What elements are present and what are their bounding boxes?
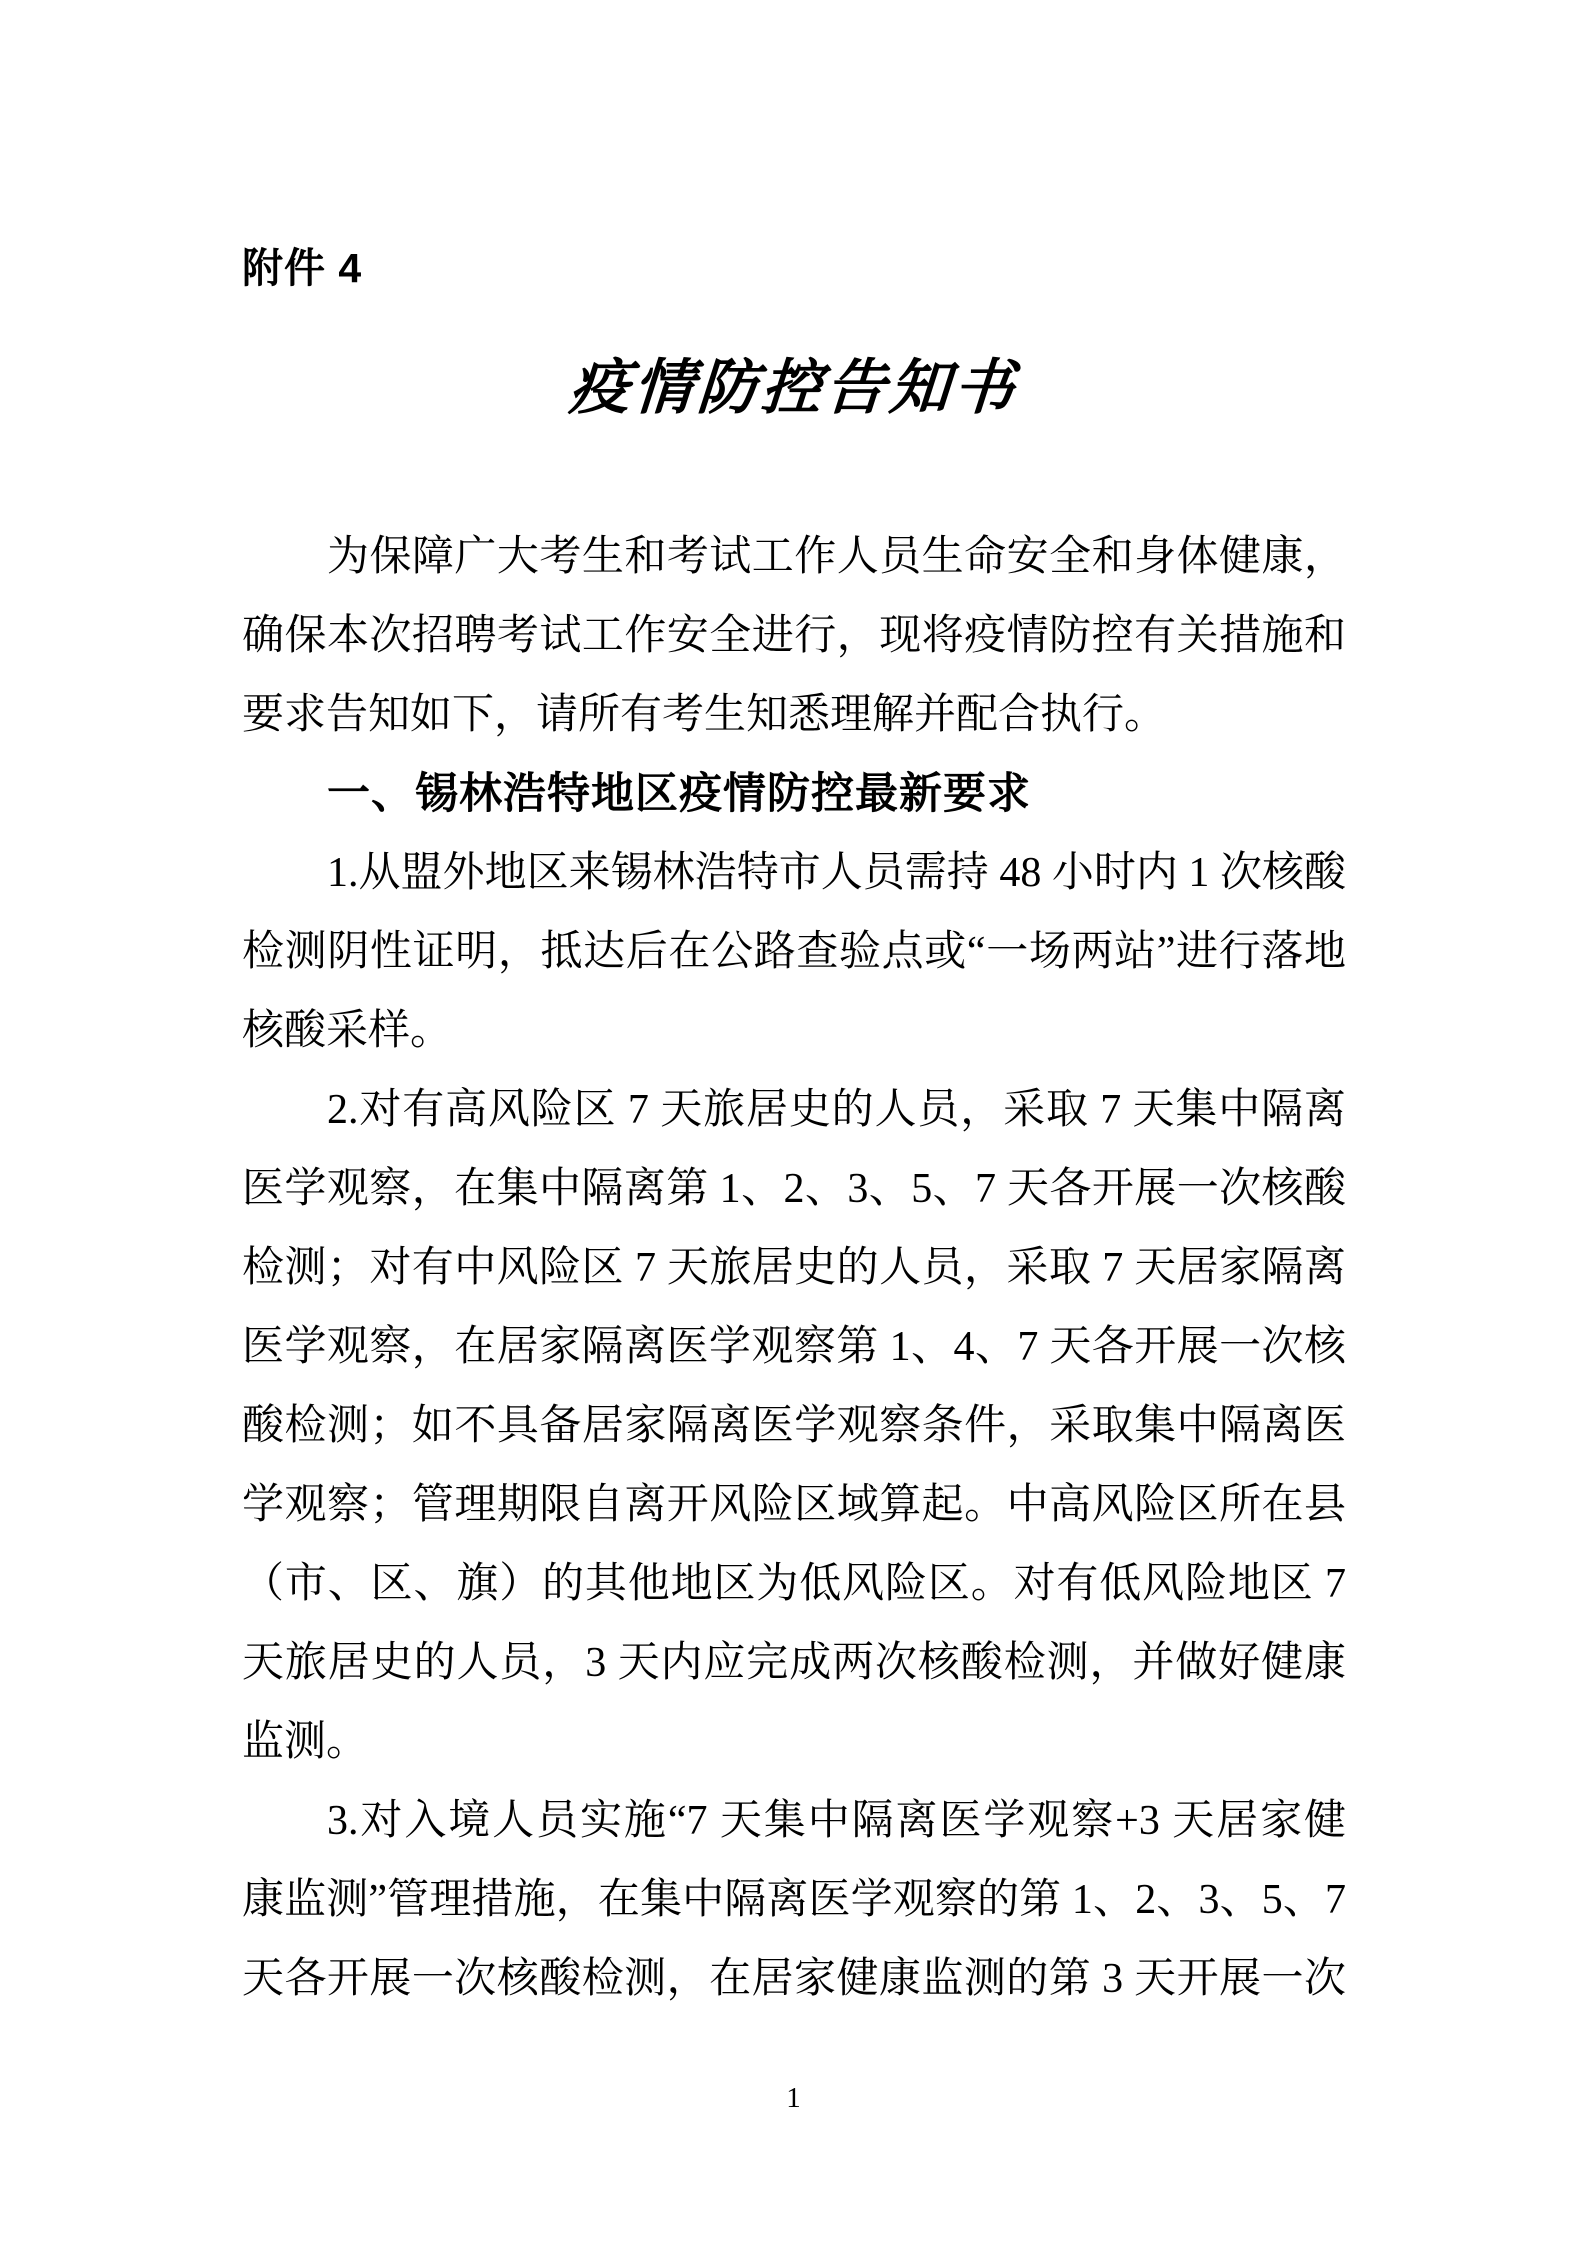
text-line: 要求告知如下，请所有考生知悉理解并配合执行。 <box>242 692 1167 738</box>
text-line: （市、区、旗）的其他地区为低风险区。对有低风险地区 7 <box>242 1561 1346 1607</box>
attachment-label: 附件 4 <box>242 245 363 291</box>
text-line: 监测。 <box>242 1719 369 1765</box>
text-line: 检测阴性证明，抵达后在公路查验点或“一场两站”进行落地 <box>242 929 1346 975</box>
text-line: 天各开展一次核酸检测，在居家健康监测的第 3 天开展一次 <box>242 1956 1346 2002</box>
text-line: 天旅居史的人员，3 天内应完成两次核酸检测，并做好健康 <box>242 1640 1346 1686</box>
text-line: 学观察；管理期限自离开风险区域算起。中高风险区所在县 <box>242 1482 1346 1528</box>
text-line: 为保障广大考生和考试工作人员生命安全和身体健康， <box>327 534 1346 580</box>
text-line: 1.从盟外地区来锡林浩特市人员需持 48 小时内 1 次核酸 <box>327 850 1346 896</box>
text-line: 核酸采样。 <box>242 1008 453 1054</box>
text-line: 确保本次招聘考试工作安全进行，现将疫情防控有关措施和 <box>242 613 1346 659</box>
document-title: 疫情防控告知书 <box>567 353 1020 423</box>
text-line: 康监测”管理措施，在集中隔离医学观察的第 1、2、3、5、7 <box>242 1877 1346 1923</box>
page-number: 1 <box>786 2082 801 2114</box>
text-line: 酸检测；如不具备居家隔离医学观察条件，采取集中隔离医 <box>242 1403 1346 1449</box>
text-line: 检测；对有中风险区 7 天旅居史的人员，采取 7 天居家隔离 <box>242 1245 1346 1291</box>
text-line: 医学观察，在居家隔离医学观察第 1、4、7 天各开展一次核 <box>242 1324 1346 1370</box>
text-line: 一、锡林浩特地区疫情防控最新要求 <box>327 770 1031 818</box>
text-line: 3.对入境人员实施“7 天集中隔离医学观察+3 天居家健 <box>327 1798 1346 1844</box>
text-line: 医学观察，在集中隔离第 1、2、3、5、7 天各开展一次核酸 <box>242 1166 1346 1212</box>
text-line: 2.对有高风险区 7 天旅居史的人员，采取 7 天集中隔离 <box>327 1087 1346 1133</box>
document-body <box>242 518 1346 2019</box>
